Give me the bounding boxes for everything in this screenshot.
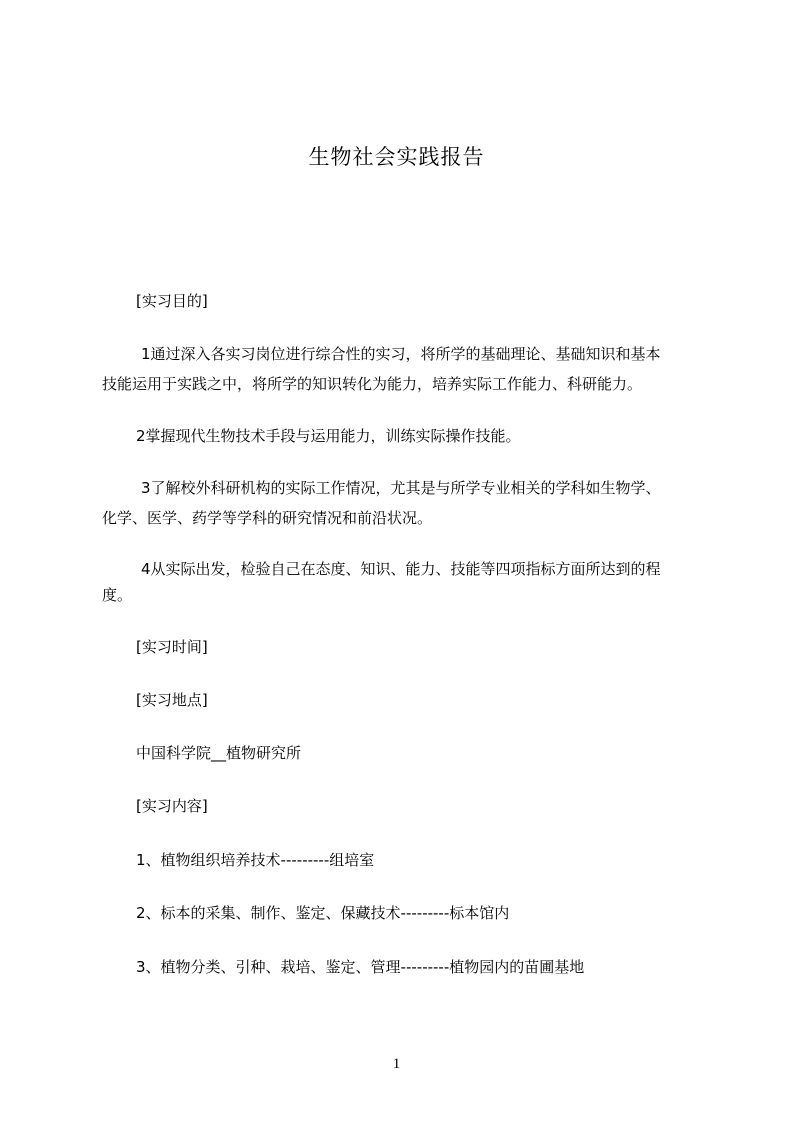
- location-value: 中国科学院__植物研究所: [136, 744, 302, 762]
- purpose-item-1-line-1: 1通过深入各实习岗位进行综合性的实习，将所学的基础理论、基础知识和基本: [141, 345, 661, 363]
- content-item-1: 1、植物组织培养技术---------组培室: [136, 851, 375, 869]
- content-item-3: 3、植物分类、引种、栽培、鉴定、管理---------植物园内的苗圃基地: [136, 958, 585, 976]
- document-title: 生物社会实践报告: [308, 145, 485, 169]
- purpose-heading: [实习目的]: [136, 292, 208, 310]
- purpose-item-4-line-2: 度。: [102, 586, 133, 604]
- purpose-item-2: 2掌握现代生物技术手段与运用能力，训练实际操作技能。: [136, 427, 521, 445]
- purpose-item-3-line-2: 化学、医学、药学等学科的研究情况和前沿状况。: [102, 509, 433, 527]
- content-heading: [实习内容]: [136, 797, 208, 815]
- location-heading: [实习地点]: [136, 691, 208, 709]
- purpose-item-1-line-2: 技能运用于实践之中，将所学的知识转化为能力，培养实际工作能力、科研能力。: [102, 375, 643, 393]
- page-number: 1: [392, 1056, 401, 1072]
- time-heading: [实习时间]: [136, 638, 208, 656]
- content-item-2: 2、标本的采集、制作、鉴定、保藏技术---------标本馆内: [136, 904, 510, 922]
- purpose-item-4-line-1: 4从实际出发，检验自己在态度、知识、能力、技能等四项指标方面所达到的程: [141, 560, 661, 578]
- purpose-item-3-line-1: 3了解校外科研机构的实际工作情况，尤其是与所学专业相关的学科如生物学、: [141, 479, 661, 497]
